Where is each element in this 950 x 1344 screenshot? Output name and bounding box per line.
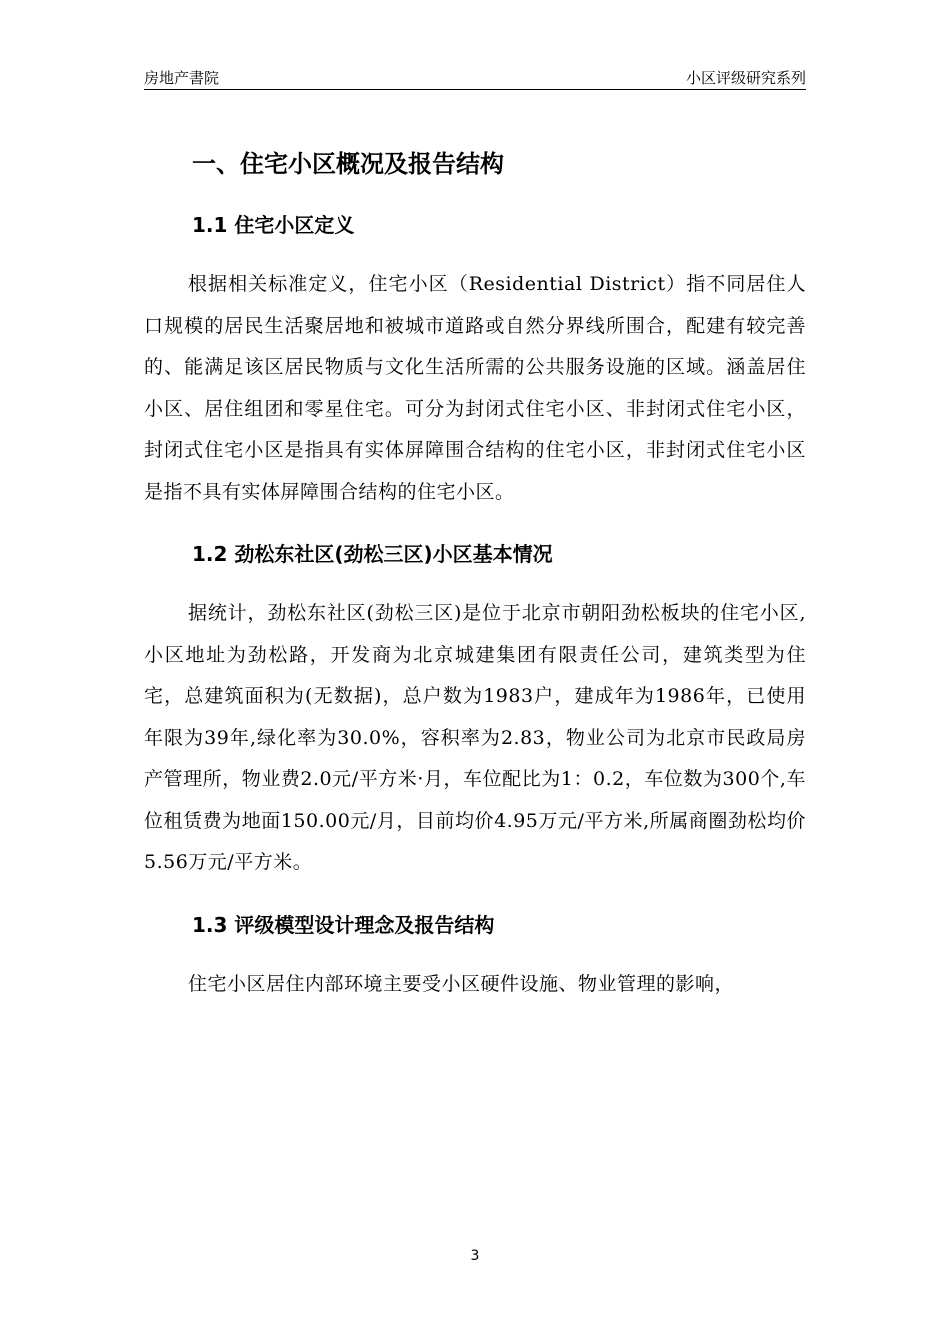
header-series-title: 小区评级研究系列 <box>685 69 806 87</box>
document-body <box>144 140 806 1005</box>
header-brand: 房地产書院 <box>144 69 220 87</box>
header-divider <box>144 89 806 90</box>
subsection-title-1-1: 1.1 住宅小区定义 <box>192 213 355 237</box>
section-title: 一、住宅小区概况及报告结构 <box>192 150 504 178</box>
paragraph-definition: 根据相关标准定义，住宅小区（Residential District）指不同居住人口规模的居民生活聚居地和被城市道路或自然分界线所围合，配建有较完善的、能满足该区居民物质与文化生活所需的公共服务设施的区域。涵盖居住小区、居住组团和零星住宅。可分为封闭式住宅小区、非封闭式住宅小区，封闭式住宅小区是指具有实体屏障围合结构的住宅小区，非封闭式住宅小区是指不具有实体屏障围合结构的住宅小区。 <box>144 273 806 503</box>
paragraph-model-design: 住宅小区居住内部环境主要受小区硬件设施、物业管理的影响， <box>188 972 735 995</box>
subsection-title-1-3: 1.3 评级模型设计理念及报告结构 <box>192 912 495 937</box>
paragraph-basic-info: 据统计，劲松东社区(劲松三区)是位于北京市朝阳劲松板块的住宅小区,小区地址为劲松路，开发商为北京城建集团有限责任公司，建筑类型为住宅，总建筑面积为(无数据)，总户数为1983户，建成年为1986年，已使用年限为39年,绿化率为30.0%，容积率为2.83，物业公司为北京市民政局房产管理所，物业费2.0元/平方米·月，车位配比为1：0.2，车位数为300个,车位租赁费为地面150.00元/月，目前均价4.95万元/平方米,所属商圈劲松均价5.56万元/平方米。 <box>144 602 806 873</box>
subsection-title-1-2: 1.2 劲松东社区(劲松三区)小区基本情况 <box>192 542 553 566</box>
page-number: 3 <box>470 1248 480 1264</box>
